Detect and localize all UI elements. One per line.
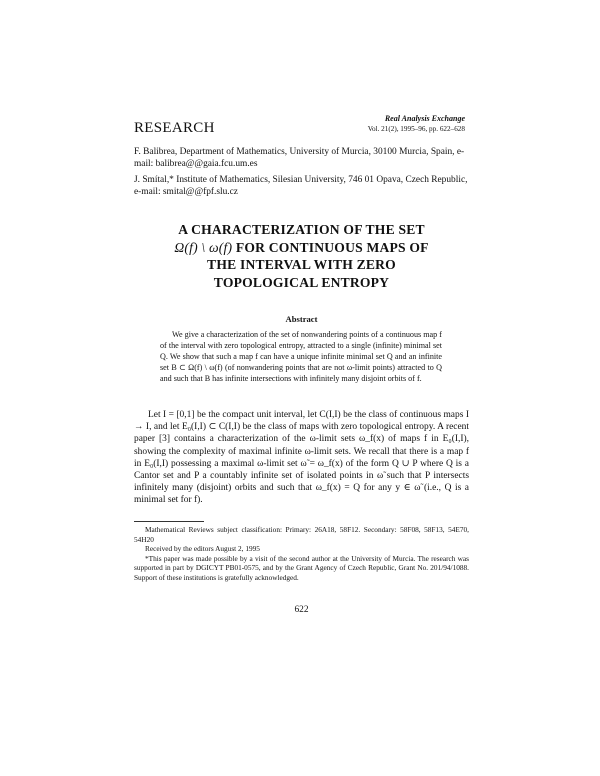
footnote-thanks: *This paper was made possible by a visit of the second author at the University of Murcia. The research was supported in part by DGICYT PB01-0575, and by the Grant Agency of Czech Republic, Grant No. 201/94/1088. Support of these institutions is gratefully acknowledged.: [134, 553, 469, 582]
abstract-text: We give a characterization of the set of nonwandering points of a continuous map f of the interval with zero topological entropy, attracted to a single (infinite) minimal set Q. We show that such a map f can have a unique infinite minimal set Q and an infinite set B ⊂ Ω(f) \ ω(f) (of nonwandering points that are not ω-limit points) attracted to Q and such that B has infinite intersections with infinitely many disjoint orbits of f.: [160, 330, 442, 384]
footnote-msc: Mathematical Reviews subject classification: Primary: 26A18, 58F12. Secondary: 58F08, 58F13, 54E70, 54H20: [134, 525, 469, 544]
title-line-2-text: FOR CONTINUOUS MAPS OF: [232, 239, 429, 255]
footnote-rule: [134, 521, 204, 522]
title-line-3: THE INTERVAL WITH ZERO: [207, 257, 396, 272]
intro-paragraph: Let I = [0,1] be the compact unit interval, let C(I,I) be the class of continuous maps I → I, and let E₀(I,I) ⊂ C(I,I) be the class of maps with zero topological entropy. A recent paper [3] contains a characterization of the ω-limit sets ω_f(x) of maps f in E₀(I,I), showing the complexity of maximal infinite ω-limit sets. We recall that there is a map f in E₀(I,I) possessing a maximal ω-limit set ω̃ = ω_f(x) of the form Q ∪ P where Q is a Cantor set and P a countably infinite set of isolated points in ω̃ such that P intersects infinitely many (disjoint) orbits and such that ω_f(x) = Q for any y ∈ ω̃ (i.e., Q is a minimal set for f).: [134, 410, 469, 506]
abstract-heading: Abstract: [285, 314, 318, 324]
page-number: 622: [294, 605, 309, 615]
title-line-1: A CHARACTERIZATION OF THE SET: [178, 222, 425, 237]
journal-name: Real Analysis Exchange: [384, 114, 465, 123]
paper-title: [134, 221, 469, 291]
journal-info: [368, 114, 465, 134]
author-1: F. Balibrea, Department of Mathematics, University of Murcia, 30100 Murcia, Spain, e-mail: balibrea@@gaia.fcu.um.es: [134, 147, 465, 170]
footnote-received: Received by the editors August 2, 1995: [145, 544, 260, 554]
section-label: RESEARCH: [134, 120, 215, 136]
author-block: [134, 146, 469, 198]
title-math: Ω(f) \ ω(f): [174, 239, 233, 255]
footnotes: [134, 525, 469, 583]
title-line-2: [134, 239, 469, 257]
author-2: J. Smítal,* Institute of Mathematics, Silesian University, 746 01 Opava, Czech Republic, e-mail: smital@@fpf.slu.cz: [134, 174, 468, 197]
journal-volume: Vol. 21(2), 1995–96, pp. 622–628: [367, 125, 465, 133]
title-line-4: TOPOLOGICAL ENTROPY: [213, 274, 390, 290]
